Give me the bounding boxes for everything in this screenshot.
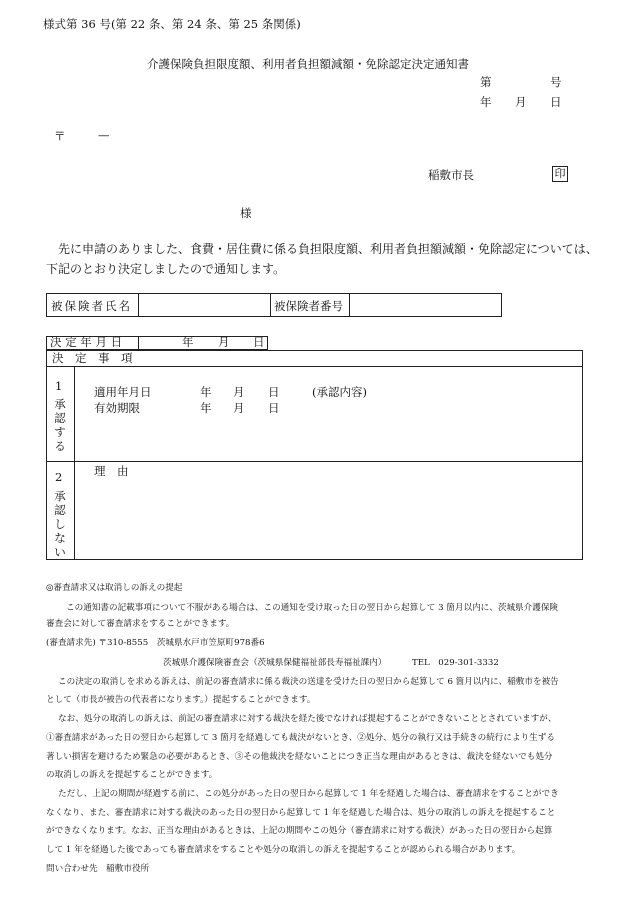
doc-date-month: 月 — [515, 95, 527, 109]
postal-dash: — — [98, 128, 110, 142]
approve-vertical-label: 承認する — [54, 397, 66, 453]
notes-contact: 問い合わせ先 稲敷市役所 — [46, 864, 150, 874]
decision-items-table — [46, 350, 583, 560]
decision-date-year: 年 — [182, 335, 194, 349]
doc-number-prefix: 第 — [480, 75, 492, 89]
notes-p4d: して 1 年を経過した後であっても審査請求をすることや処分の取消しの訴えを提起することが認められる場合があります。 — [46, 845, 521, 855]
notes-p4b: なくなり、また、審査請求に対する裁決のあった日の翌日から起算して 1 年を経過した場合は、処分の取消しの訴えを提起すること — [46, 808, 556, 818]
seal-mark: 印 — [552, 166, 568, 182]
applied-year: 年 — [200, 385, 212, 399]
notes-heading: ◎審査請求又は取消しの訴えの提起 — [46, 583, 183, 593]
decision-date-month: 月 — [218, 335, 230, 349]
approve-number: 1 — [55, 379, 63, 393]
notes-address-2: 茨城県介護保険審査会（茨城県保健福祉部長寿福祉課内） — [163, 658, 387, 668]
insured-number-label: 被保険者番号 — [274, 299, 343, 313]
reject-vertical-label: 承認しない — [54, 489, 66, 559]
applied-month: 月 — [233, 385, 245, 399]
recipient-suffix: 様 — [240, 206, 252, 220]
notes-p2: この決定の取消しを求める訴えは、前記の審査請求に係る裁決の送達を受けた日の翌日から起算して 6 箇月以内に、稲敷市を被告 — [58, 677, 559, 687]
notes-p3c: 著しい損害を避けるため緊急の必要があるとき、③その他裁決を経ないことにつき正当な理由があるときは、裁決を経ないでも処分 — [46, 752, 553, 762]
doc-date-day: 日 — [550, 95, 562, 109]
issuer-name: 稲敷市長 — [428, 168, 474, 182]
insured-name-label: 被保険者氏名 — [51, 299, 132, 313]
valid-day: 日 — [268, 401, 280, 415]
decision-items-label: 決 定 事 項 — [52, 351, 133, 365]
decision-date-day: 日 — [253, 335, 265, 349]
decision-date-label: 決 定 年 月 日 — [50, 335, 123, 349]
doc-number-suffix: 号 — [550, 75, 562, 89]
intro-line-1: 先に申請のありました、食費・居住費に係る負担限度額、利用者負担額減額・免除認定については、 — [58, 242, 598, 256]
notes-p4: ただし、上記の期間が経過する前に、この処分があった日の翌日から起算して 1 年を経過した場合は、審査請求をすることができ — [58, 789, 559, 799]
form-number: 様式第 36 号(第 22 条、第 24 条、第 25 条関係) — [43, 17, 301, 31]
valid-until-label: 有効期限 — [94, 401, 140, 415]
notes-tel: TEL 029-301-3332 — [412, 658, 499, 668]
notes-p3b: ①審査請求があった日の翌日から起算して 3 箇月を経過しても裁決がないとき、②処分、処分の執行又は手続きの続行により生ずる — [46, 733, 555, 743]
notes-address-1: (審査請求先) 〒310-8555 茨城県水戸市笠原町978番6 — [46, 638, 265, 648]
notes-p2b: として（市長が被告の代表者になります。）提起することができます。 — [46, 695, 316, 705]
applied-day: 日 — [268, 385, 280, 399]
notes-p3: なお、処分の取消しの訴えは、前記の審査請求に対する裁決を経た後でなければ提起することができないこととされていますが、 — [58, 714, 557, 724]
valid-year: 年 — [200, 401, 212, 415]
postal-mark: 〒 — [54, 129, 66, 143]
notes-p1b: 審査会に対して審査請求をすることができます。 — [46, 619, 235, 629]
document-title: 介護保険負担限度額、利用者負担額減額・免除認定決定通知書 — [147, 57, 469, 71]
approval-content-label: (承認内容) — [312, 385, 367, 399]
notes-p4c: ができなくなります。なお、正当な理由があるときは、上記の期間やこの処分（審査請求に対する裁決）があった日の翌日から起算 — [46, 826, 553, 836]
reason-label: 理 由 — [94, 464, 129, 478]
applied-date-label: 適用年月日 — [94, 385, 152, 399]
reject-number: 2 — [55, 470, 63, 484]
doc-date-year: 年 — [480, 95, 492, 109]
notes-p1: この通知書の記載事項について不服がある場合は、この通知を受け取った日の翌日から起算して 3 箇月以内に、茨城県介護保険 — [66, 603, 559, 613]
intro-line-2: 下記のとおり決定しましたので通知します。 — [46, 262, 286, 276]
valid-month: 月 — [233, 401, 245, 415]
notes-p3d: の取消しの訴えを提起することができます。 — [46, 770, 218, 780]
